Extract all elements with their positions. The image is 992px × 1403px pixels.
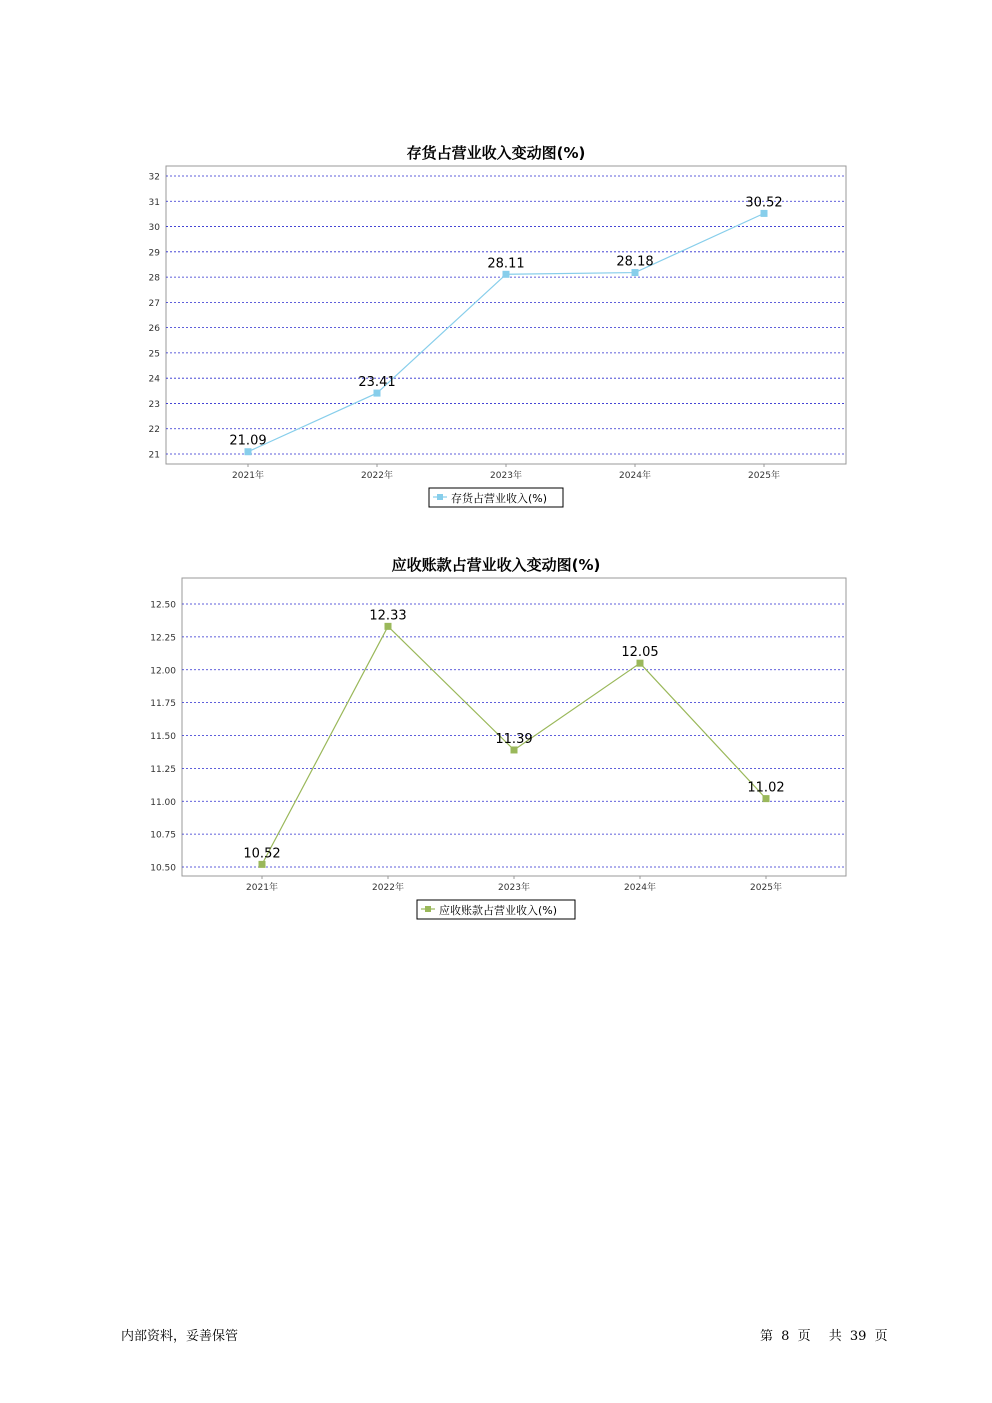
y-tick-label: 32 [148,172,160,183]
x-tick-label: 2025年 [750,883,782,893]
y-tick-label: 26 [148,324,160,335]
total-prefix: 共 [828,1329,842,1344]
data-label: 11.02 [747,780,785,796]
y-tick-label: 28 [148,273,160,284]
legend-label: 存货占营业收入(%) [451,492,548,505]
y-tick-label: 10.50 [150,863,176,874]
data-label: 23.41 [358,375,396,391]
x-tick-label: 2021年 [246,883,278,893]
y-tick-label: 29 [148,248,160,259]
y-tick-label: 11.50 [150,732,176,742]
data-point [503,271,510,278]
y-tick-label: 10.75 [150,830,176,841]
x-tick-label: 2024年 [624,883,656,893]
y-tick-label: 25 [148,349,160,360]
legend-marker [425,906,431,912]
inventory-chart [149,144,846,507]
plot-area [182,578,846,876]
x-tick-label: 2021年 [232,471,264,481]
data-point [763,795,770,802]
x-tick-label: 2023年 [498,883,530,893]
plot-area [166,166,846,464]
data-label: 21.09 [229,433,267,449]
footer-confidential: 内部资料，妥善保管 [121,1329,239,1344]
y-tick-label: 12.00 [150,666,176,677]
data-label: 10.52 [243,846,281,862]
y-tick-label: 30 [148,223,160,234]
y-tick-label: 23 [148,399,160,410]
data-point [385,623,392,630]
legend-label: 应收账款占营业收入(%) [439,904,558,917]
x-tick-label: 2022年 [361,471,393,481]
y-tick-label: 27 [148,298,160,309]
data-point [761,210,768,217]
data-point [374,390,381,397]
page-prefix: 第 [760,1329,774,1344]
data-label: 11.39 [495,731,533,747]
chart-title: 存货占营业收入变动图(%) [406,144,586,162]
y-tick-label: 11.75 [150,699,176,710]
y-tick-label: 12.25 [150,633,176,644]
page-unit: 页 [797,1329,811,1344]
x-tick-label: 2022年 [372,883,404,893]
receivables-chart [150,556,846,919]
data-point [632,269,639,276]
total-number: 39 [849,1329,867,1344]
data-label: 12.33 [369,608,407,624]
x-tick-label: 2024年 [619,471,651,481]
y-tick-label: 11.25 [150,764,176,775]
x-tick-label: 2023年 [490,471,522,481]
legend-marker [437,494,443,500]
data-point [259,861,266,868]
y-tick-label: 12.50 [150,600,176,611]
data-label: 30.52 [745,195,783,211]
data-point [637,660,644,667]
chart-title: 应收账款占营业收入变动图(%) [391,556,601,574]
y-tick-label: 24 [148,374,160,385]
footer-page-info [760,1325,892,1344]
x-tick-label: 2025年 [748,471,780,481]
data-point [245,448,252,455]
page-number: 8 [781,1329,790,1344]
y-tick-label: 21 [148,450,160,461]
total-unit: 页 [874,1329,888,1344]
data-label: 28.11 [487,256,525,272]
y-tick-label: 22 [148,425,160,436]
y-tick-label: 11.00 [150,797,176,808]
data-label: 28.18 [616,254,654,270]
data-point [511,746,518,753]
y-tick-label: 31 [148,197,160,208]
data-label: 12.05 [621,645,659,661]
